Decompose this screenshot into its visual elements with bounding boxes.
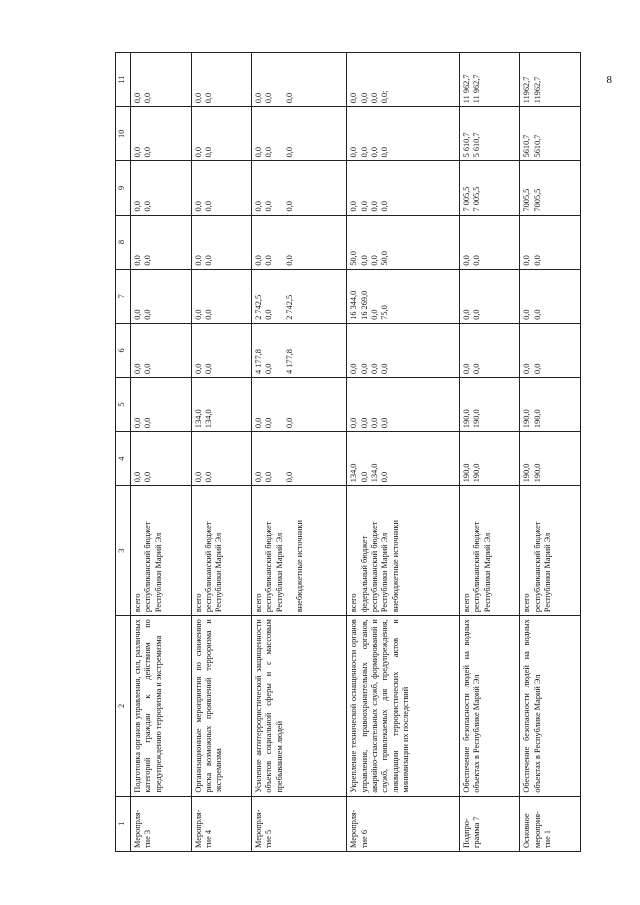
value-line: 0,0 — [133, 309, 142, 320]
value-line: 7 005,5 — [461, 186, 471, 212]
funding-source-line: всего — [254, 593, 264, 613]
measure-description-cell: Укрепление технической оснащенности органов управления, правоохранительных органов, аварийно-спасательных служб, формирований и служб, привлекаемых для предупреждения, ликвидации террористических актов и минимизации их последствий — [347, 616, 460, 796]
value-cell — [191, 107, 252, 161]
value-line: 0,0 — [380, 201, 390, 212]
value-cell — [131, 269, 192, 323]
value-cell — [520, 161, 581, 215]
value-cell — [252, 432, 347, 486]
value-cell — [347, 215, 460, 269]
table-row — [520, 53, 581, 852]
value-cell — [252, 53, 347, 107]
measure-id-cell: Меропрля-тие 3 — [131, 796, 192, 851]
value-cell — [520, 323, 581, 377]
measure-id-cell: Меропрля-тие 5 — [252, 796, 347, 851]
value-line: 2 742,5 — [285, 294, 295, 320]
value-line: 0,0 — [285, 417, 295, 429]
value-line: 0,0 — [133, 363, 142, 374]
page-number: 8 — [606, 74, 612, 86]
value-cell — [520, 53, 581, 107]
value-line: 11 962,7 — [472, 74, 482, 104]
funding-source-cell — [459, 486, 520, 616]
value-cell — [459, 107, 520, 161]
value-cell — [191, 269, 252, 323]
column-header: 1 — [116, 796, 131, 851]
value-line: 0,0 — [370, 255, 380, 266]
value-line: 0,0 — [254, 471, 264, 483]
value-line: 0,0 — [349, 147, 359, 158]
funding-source-line — [285, 489, 295, 612]
value-cell — [459, 161, 520, 215]
value-line: 0,0 — [370, 363, 380, 374]
value-line: 0,0 — [472, 363, 482, 374]
value-cell — [459, 215, 520, 269]
table-row — [347, 53, 460, 852]
value-line: 5610,7 — [522, 134, 532, 158]
value-line: 0,0 — [203, 201, 213, 212]
column-header: 6 — [116, 323, 131, 377]
value-line: 0,0 — [532, 363, 542, 374]
value-line: 190,0 — [522, 409, 532, 429]
value-line: 4 177,8 — [285, 349, 295, 374]
value-line: 0,0 — [532, 255, 542, 266]
value-cell — [347, 107, 460, 161]
funding-source-line: всего — [349, 593, 359, 613]
value-line: 0,0 — [359, 417, 369, 429]
funding-source-cell — [191, 486, 252, 616]
value-cell — [131, 161, 192, 215]
value-line: 5 610,7 — [461, 132, 471, 158]
value-line: 190,0 — [461, 409, 471, 429]
value-cell — [131, 53, 192, 107]
value-line: 0,0 — [264, 417, 274, 429]
measure-description-cell: Обеспечение безопасности людей на водных объектах в Республике Марий Эл — [520, 616, 581, 796]
value-cell — [252, 161, 347, 215]
value-line: 0,0 — [285, 255, 295, 266]
funding-source-line: республиканский бюджет Республики Марий Эл — [203, 521, 224, 613]
value-line: 0,0 — [359, 92, 369, 104]
value-cell — [459, 323, 520, 377]
value-cell — [252, 107, 347, 161]
funding-source-cell — [252, 486, 347, 616]
value-cell — [252, 377, 347, 431]
value-line: 0,0 — [264, 471, 274, 483]
measure-description-cell: Обеспечение безопасности людей на водных объектах в Республике Марий Эл — [459, 616, 520, 796]
value-cell — [347, 432, 460, 486]
value-line: 0,0 — [203, 92, 213, 104]
value-line: 0,0 — [380, 417, 390, 429]
value-line: 16 269,0 — [359, 290, 369, 320]
value-cell — [347, 161, 460, 215]
value-line: 0,0 — [370, 417, 380, 429]
funding-source-line: республиканский бюджет Республики Марий Эл — [370, 521, 390, 613]
value-line: 0,0 — [349, 201, 359, 212]
funding-source-line: всего — [461, 593, 471, 613]
value-line: 11962,7 — [522, 76, 532, 104]
value-line: 0,0 — [143, 255, 153, 266]
value-line: 0,0 — [264, 201, 274, 212]
value-line: 0,0 — [254, 92, 264, 104]
funding-source-line: республиканский бюджет Республики Марий Эл — [472, 521, 492, 613]
value-line: 134,0 — [349, 463, 359, 483]
value-cell — [191, 161, 252, 215]
value-line: 190,0 — [472, 463, 482, 483]
value-cell — [131, 377, 192, 431]
value-line: 0,0 — [522, 363, 532, 374]
value-line: 0,0 — [143, 201, 153, 212]
value-line: 0,0 — [254, 201, 264, 212]
value-line: 0,0 — [285, 471, 295, 483]
value-cell — [520, 377, 581, 431]
table-row — [252, 53, 347, 852]
value-cell — [191, 323, 252, 377]
value-cell — [347, 269, 460, 323]
value-line: 0,0 — [143, 417, 153, 429]
value-line: 0,0 — [359, 471, 369, 483]
value-line: 16 344,0 — [349, 290, 359, 320]
value-line: 134,0 — [370, 463, 380, 483]
value-line: 0,0 — [203, 471, 213, 483]
value-line: 0,0 — [532, 309, 542, 320]
value-line: 0,0 — [359, 147, 369, 158]
funding-source-cell — [347, 486, 460, 616]
column-header: 2 — [116, 616, 131, 796]
value-line: 0,0 — [370, 309, 380, 320]
value-cell — [459, 53, 520, 107]
value-line: 0,0 — [133, 255, 142, 266]
value-cell — [459, 269, 520, 323]
value-line — [275, 273, 285, 320]
value-line: 0,0 — [143, 363, 153, 374]
value-line: 0,0 — [193, 309, 203, 320]
value-line: 0,0 — [285, 147, 295, 158]
value-line: 0,0 — [193, 92, 203, 104]
value-line — [275, 219, 285, 266]
value-line: 0,0 — [143, 309, 153, 320]
value-cell — [520, 269, 581, 323]
value-cell — [131, 432, 192, 486]
value-line: 190,0 — [461, 463, 471, 483]
value-line: 0,0 — [264, 255, 274, 266]
value-line: 0,0 — [461, 363, 471, 374]
value-line: 50,0 — [380, 251, 390, 266]
value-line: 0,0 — [254, 147, 264, 158]
value-cell — [191, 377, 252, 431]
table-row — [191, 53, 252, 852]
value-line: 0,0 — [264, 309, 274, 320]
value-line: 0,0 — [359, 363, 369, 374]
value-cell — [252, 323, 347, 377]
table-row — [459, 53, 520, 852]
value-line: 190,0 — [522, 463, 532, 483]
table-row — [131, 53, 192, 852]
value-line: 0,0 — [254, 255, 264, 266]
measure-description-cell: Усиление антитеррористической защищенности объектов социальной сферы и с массовым пребыванием людей — [252, 616, 347, 796]
funding-source-line: всего — [133, 593, 142, 613]
measure-description-cell: Организационные мероприятия по снижению риска возможных проявлений терроризма и экстремизма — [191, 616, 252, 796]
funding-source-line: всего — [193, 593, 203, 613]
column-header: 3 — [116, 486, 131, 616]
value-cell — [191, 432, 252, 486]
value-cell — [191, 53, 252, 107]
value-line: 0,0 — [380, 471, 390, 483]
value-line: 5610,7 — [532, 134, 542, 158]
value-line: 0,0 — [472, 309, 482, 320]
value-line: 0,0 — [254, 417, 264, 429]
value-line: 5 610,7 — [472, 132, 482, 158]
value-line: 0,0 — [133, 147, 142, 158]
value-line — [275, 56, 285, 103]
value-cell — [459, 377, 520, 431]
value-line: 7 005,5 — [472, 186, 482, 212]
value-line: 0,0 — [370, 147, 380, 158]
value-line: 190,0 — [472, 409, 482, 429]
value-cell — [459, 432, 520, 486]
value-line: 0,0 — [143, 471, 153, 483]
value-line: 0,0 — [349, 363, 359, 374]
value-line: 190,0 — [532, 463, 542, 483]
value-cell — [191, 215, 252, 269]
header-row — [116, 53, 131, 852]
value-cell — [347, 53, 460, 107]
value-line: 11 962,7 — [461, 74, 471, 104]
value-line: 0,0 — [349, 92, 359, 104]
value-line: 0,0 — [461, 255, 471, 266]
value-cell — [347, 323, 460, 377]
value-cell — [131, 215, 192, 269]
value-line: 11962,7 — [532, 76, 542, 104]
value-cell — [347, 377, 460, 431]
value-cell — [131, 323, 192, 377]
funding-source-line: федеральный бюджет — [359, 535, 369, 613]
value-line: 0,0 — [472, 255, 482, 266]
value-line: 134,0 — [193, 409, 203, 429]
measure-id-cell: Основное мероприя-тие 1 — [520, 796, 581, 851]
value-line — [275, 435, 285, 482]
value-line: 7005,5 — [522, 188, 532, 212]
column-header: 4 — [116, 432, 131, 486]
value-line: 0,0 — [193, 363, 203, 374]
value-line: 0,0 — [370, 92, 380, 104]
funding-source-line: республиканский бюджет Республики Марий Эл — [532, 521, 553, 613]
value-line: 0,0 — [133, 417, 142, 429]
column-header: 8 — [116, 215, 131, 269]
value-line: 4 177,8 — [254, 349, 264, 374]
value-line: 190,0 — [532, 409, 542, 429]
value-line — [275, 327, 285, 374]
funding-source-line: всего — [522, 593, 532, 613]
value-line: 0,0 — [461, 309, 471, 320]
value-cell — [520, 215, 581, 269]
value-line: 134,0 — [203, 409, 213, 429]
value-line: 7005,5 — [532, 188, 542, 212]
column-header: 5 — [116, 377, 131, 431]
value-line: 0,0 — [203, 309, 213, 320]
value-line: 0,0 — [359, 201, 369, 212]
value-line: 75,0 — [380, 305, 390, 320]
value-line: 50,0 — [349, 251, 359, 266]
value-line: 0,0 — [380, 363, 390, 374]
table-body — [131, 53, 581, 852]
value-line: 0,0 — [264, 147, 274, 158]
value-line: 0,0 — [264, 363, 274, 374]
value-line: 0,0 — [133, 92, 142, 104]
value-cell — [131, 107, 192, 161]
value-line: 0,0 — [203, 147, 213, 158]
measure-id-cell: Меропрля-тие 4 — [191, 796, 252, 851]
funding-source-line: республиканский бюджет Республики Марий Эл — [264, 521, 284, 613]
value-line: 0,0 — [349, 417, 359, 429]
measure-description-cell: Подготовка органов управления, сил, различных категорий граждан к действиям по предупреждению терроризма и экстремизма — [131, 616, 192, 796]
column-header: 11 — [116, 53, 131, 107]
value-line: 0,0 — [285, 201, 295, 212]
measure-id-cell: Меропрля-тие 6 — [347, 796, 460, 851]
value-cell — [520, 432, 581, 486]
value-line: 0,0 — [522, 309, 532, 320]
column-header: 7 — [116, 269, 131, 323]
value-line: 0,0 — [203, 363, 213, 374]
value-line: 0,0 — [143, 92, 153, 104]
value-cell — [252, 269, 347, 323]
value-line: 0,0 — [193, 147, 203, 158]
value-line — [275, 164, 285, 211]
funding-source-cell — [520, 486, 581, 616]
budget-table — [115, 52, 581, 852]
funding-source-cell — [131, 486, 192, 616]
column-header: 10 — [116, 107, 131, 161]
value-line: 0,0 — [133, 471, 142, 483]
value-line: 0,0 — [359, 255, 369, 266]
value-cell — [520, 107, 581, 161]
value-line: 0,0 — [193, 255, 203, 266]
value-line: 0,0; — [380, 90, 390, 104]
value-line — [275, 381, 285, 428]
value-line: 2 742,5 — [254, 294, 264, 320]
funding-source-line: внебюджетные источники — [295, 520, 305, 613]
value-cell — [252, 215, 347, 269]
value-line: 0,0 — [285, 92, 295, 104]
value-line: 0,0 — [143, 147, 153, 158]
column-header: 9 — [116, 161, 131, 215]
value-line: 0,0 — [193, 201, 203, 212]
value-line: 0,0 — [203, 255, 213, 266]
value-line: 0,0 — [522, 255, 532, 266]
value-line: 0,0 — [370, 201, 380, 212]
rotated-table-wrapper — [115, 52, 581, 852]
measure-id-cell: Подпро-грамма 7 — [459, 796, 520, 851]
value-line: 0,0 — [264, 92, 274, 104]
value-line: 0,0 — [133, 201, 142, 212]
funding-source-line: внебюджетные источники — [390, 520, 400, 613]
value-line: 0,0 — [380, 147, 390, 158]
value-line: 0,0 — [193, 471, 203, 483]
value-line — [275, 110, 285, 157]
funding-source-line: республиканский бюджет Республики Марий Эл — [143, 521, 163, 613]
